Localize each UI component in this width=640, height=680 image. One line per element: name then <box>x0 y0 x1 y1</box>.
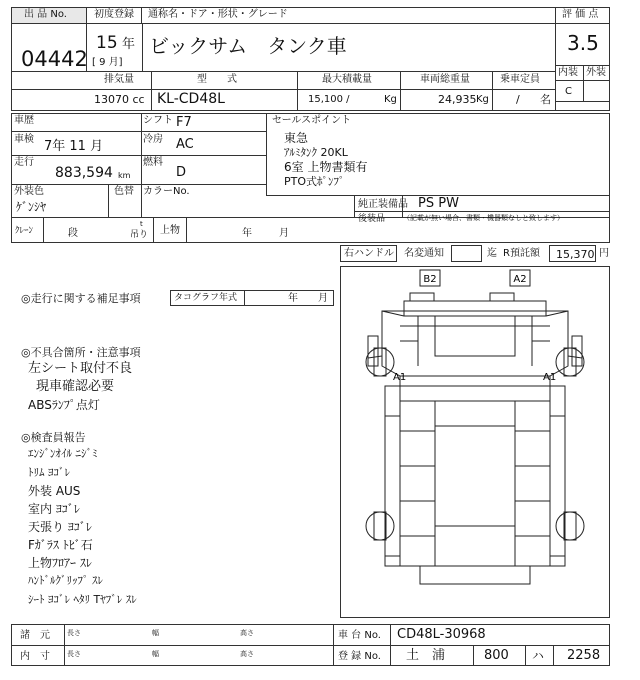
inner-width-label: 幅 <box>152 650 159 658</box>
inspection-label: 車検 <box>14 134 34 145</box>
exterior-color-value: ｹﾞﾝｼﾔ <box>16 200 47 214</box>
registration-number: 2258 <box>567 648 601 663</box>
damage-mark-a1-right: A1 <box>543 372 557 383</box>
sales-points-label: セールスポイント <box>272 115 352 126</box>
history-label: 車歴 <box>14 115 34 126</box>
exterior-grade-label: 外装 <box>586 67 606 78</box>
upper-body-label: 上物 <box>160 225 180 236</box>
ac-label: 冷房 <box>143 134 163 145</box>
damage-mark-a1-left: A1 <box>393 372 407 383</box>
supplement-title: ◎走行に関する補足事項 <box>21 292 141 305</box>
interior-grade-value: C <box>565 86 572 97</box>
color-change-label: 色替 <box>114 186 134 197</box>
registration-class: 800 <box>484 648 509 663</box>
damage-mark-a2: A2 <box>513 274 527 285</box>
model-name: ビックサム タンク車 <box>149 34 347 58</box>
max-load-unit: Kg <box>384 94 397 105</box>
gross-weight-label: 車両総重量 <box>420 74 470 85</box>
defect-item: ABSﾗﾝﾌﾟ点灯 <box>28 398 100 412</box>
model-code-label: 型 式 <box>197 74 237 85</box>
model-code-value: KL-CD48L <box>157 91 225 107</box>
upper-body-year: 年 <box>242 228 252 239</box>
aftermarket-note: （記載が無い場合、書類・機器類なしと致します） <box>403 214 564 222</box>
capacity-unit: 名 <box>540 93 551 106</box>
sales-point-line: 6室 上物書類有 <box>284 160 368 174</box>
lot-number: 04442 <box>21 47 88 71</box>
gross-weight-unit: Kg <box>476 94 489 105</box>
tachograph-year: 年 <box>288 293 298 304</box>
name-change-box <box>451 245 482 262</box>
mileage-unit: km <box>118 171 131 180</box>
color-number-label: カラーNo. <box>143 186 190 197</box>
crane-hang: 吊り <box>130 230 149 240</box>
registration-area: 土 浦 <box>406 648 446 663</box>
score-value: 3.5 <box>567 31 599 55</box>
inspector-item: Fｶﾞﾗｽ ﾄﾋﾞ石 <box>28 538 93 552</box>
registration-year: 15 <box>96 33 118 53</box>
displacement-value: 13070 cc <box>94 93 145 106</box>
registration-month: [ 9 月] <box>92 57 123 68</box>
model-description-label: 通称名・ドア・形状・グレード <box>148 9 288 20</box>
genuine-equipment-value: PS PW <box>418 196 459 211</box>
lot-number-label: 出 品 No. <box>24 9 67 20</box>
shift-value: F7 <box>176 115 192 130</box>
genuine-equipment-label: 純正装備品 <box>358 199 408 210</box>
chassis-number-value: CD48L-30968 <box>397 627 486 642</box>
dimensions-label: 諸 元 <box>20 630 50 641</box>
exterior-color-label: 外装色 <box>14 186 44 197</box>
crane-ton: t <box>140 220 143 228</box>
interior-grade-label: 内装 <box>558 67 578 78</box>
tachograph-label: タコグラフ年式 <box>174 293 238 303</box>
first-registration-label: 初度登録 <box>94 9 134 20</box>
aftermarket-label: 後装品 <box>358 214 386 224</box>
registration-year-unit: 年 <box>122 37 136 52</box>
crane-label: ｸﾚｰﾝ <box>15 226 34 236</box>
dims-length-label: 長さ <box>67 629 81 637</box>
capacity-label: 乗車定員 <box>500 74 540 85</box>
mileage-label: 走行 <box>14 157 34 168</box>
steering-side: 右ハンドル <box>344 248 394 259</box>
registration-kana: ハ <box>532 649 545 663</box>
max-load-value: 15,100 / <box>308 94 350 105</box>
sales-point-line: ｱﾙﾐﾀﾝｸ 20KL <box>284 146 348 159</box>
damage-mark-b2: B2 <box>423 274 437 285</box>
inspector-item: ﾄﾘﾑ ﾖｺﾞﾚ <box>28 466 70 479</box>
recycle-deposit-label: R預託額 <box>503 248 540 259</box>
score-label: 評 価 点 <box>562 9 599 20</box>
dims-height-label: 高さ <box>240 629 254 637</box>
sales-point-line: PTO式ﾎﾟﾝﾌﾟ <box>284 175 345 188</box>
recycle-deposit-value: 15,370 <box>556 248 595 261</box>
inspector-item: ｼｰﾄ ﾖｺﾞﾚ ﾍﾀﾘ Tﾔﾌﾞﾚ ｽﾚ <box>28 593 137 606</box>
chassis-number-label: 車 台 No. <box>338 630 381 641</box>
inner-dimensions-label: 内 寸 <box>20 651 50 662</box>
inspector-item: 天張り ﾖｺﾞﾚ <box>28 520 92 534</box>
fuel-value: D <box>176 165 187 180</box>
until-label: 迄 <box>487 248 497 259</box>
registration-number-label: 登 録 No. <box>338 651 381 662</box>
inspector-item: 室内 ﾖｺﾞﾚ <box>28 502 80 516</box>
inspector-title: ◎検査員報告 <box>21 431 86 444</box>
displacement-label: 排気量 <box>104 74 134 85</box>
inspector-item: 外装 AUS <box>28 484 81 498</box>
sales-point-line: 東急 <box>284 131 309 145</box>
upper-body-month: 月 <box>279 228 289 239</box>
dims-width-label: 幅 <box>152 629 159 637</box>
defects-title: ◎不具合箇所・注意事項 <box>21 346 141 359</box>
mileage-value: 883,594 <box>55 165 113 181</box>
recycle-deposit-unit: 円 <box>599 248 609 259</box>
fuel-label: 燃料 <box>143 157 163 168</box>
inspection-value: 7年 11 月 <box>44 139 104 154</box>
defect-item: 左シート取付不良 <box>28 361 133 376</box>
ac-value: AC <box>176 137 194 152</box>
inner-length-label: 長さ <box>67 650 81 658</box>
crane-step: 段 <box>68 228 78 239</box>
inner-height-label: 高さ <box>240 650 254 658</box>
defect-item: 現車確認必要 <box>36 379 115 394</box>
gross-weight-value: 24,935 <box>438 93 477 106</box>
inspector-item: ｴﾝｼﾞﾝｵｲﾙ ﾆｼﾞﾐ <box>28 447 98 460</box>
tachograph-month: 月 <box>318 293 328 304</box>
inspector-item: ﾊﾝﾄﾞﾙｸﾞﾘｯﾌﾟ ｽﾚ <box>28 574 103 587</box>
max-load-label: 最大積載量 <box>322 74 372 85</box>
shift-label: シフト <box>143 115 173 126</box>
capacity-value: / <box>516 93 520 106</box>
name-change-notice-label: 名変通知 <box>404 248 444 259</box>
inspector-item: 上物ﾌﾛｱｰ ｽﾚ <box>28 556 92 570</box>
vehicle-damage-diagram <box>340 266 610 618</box>
